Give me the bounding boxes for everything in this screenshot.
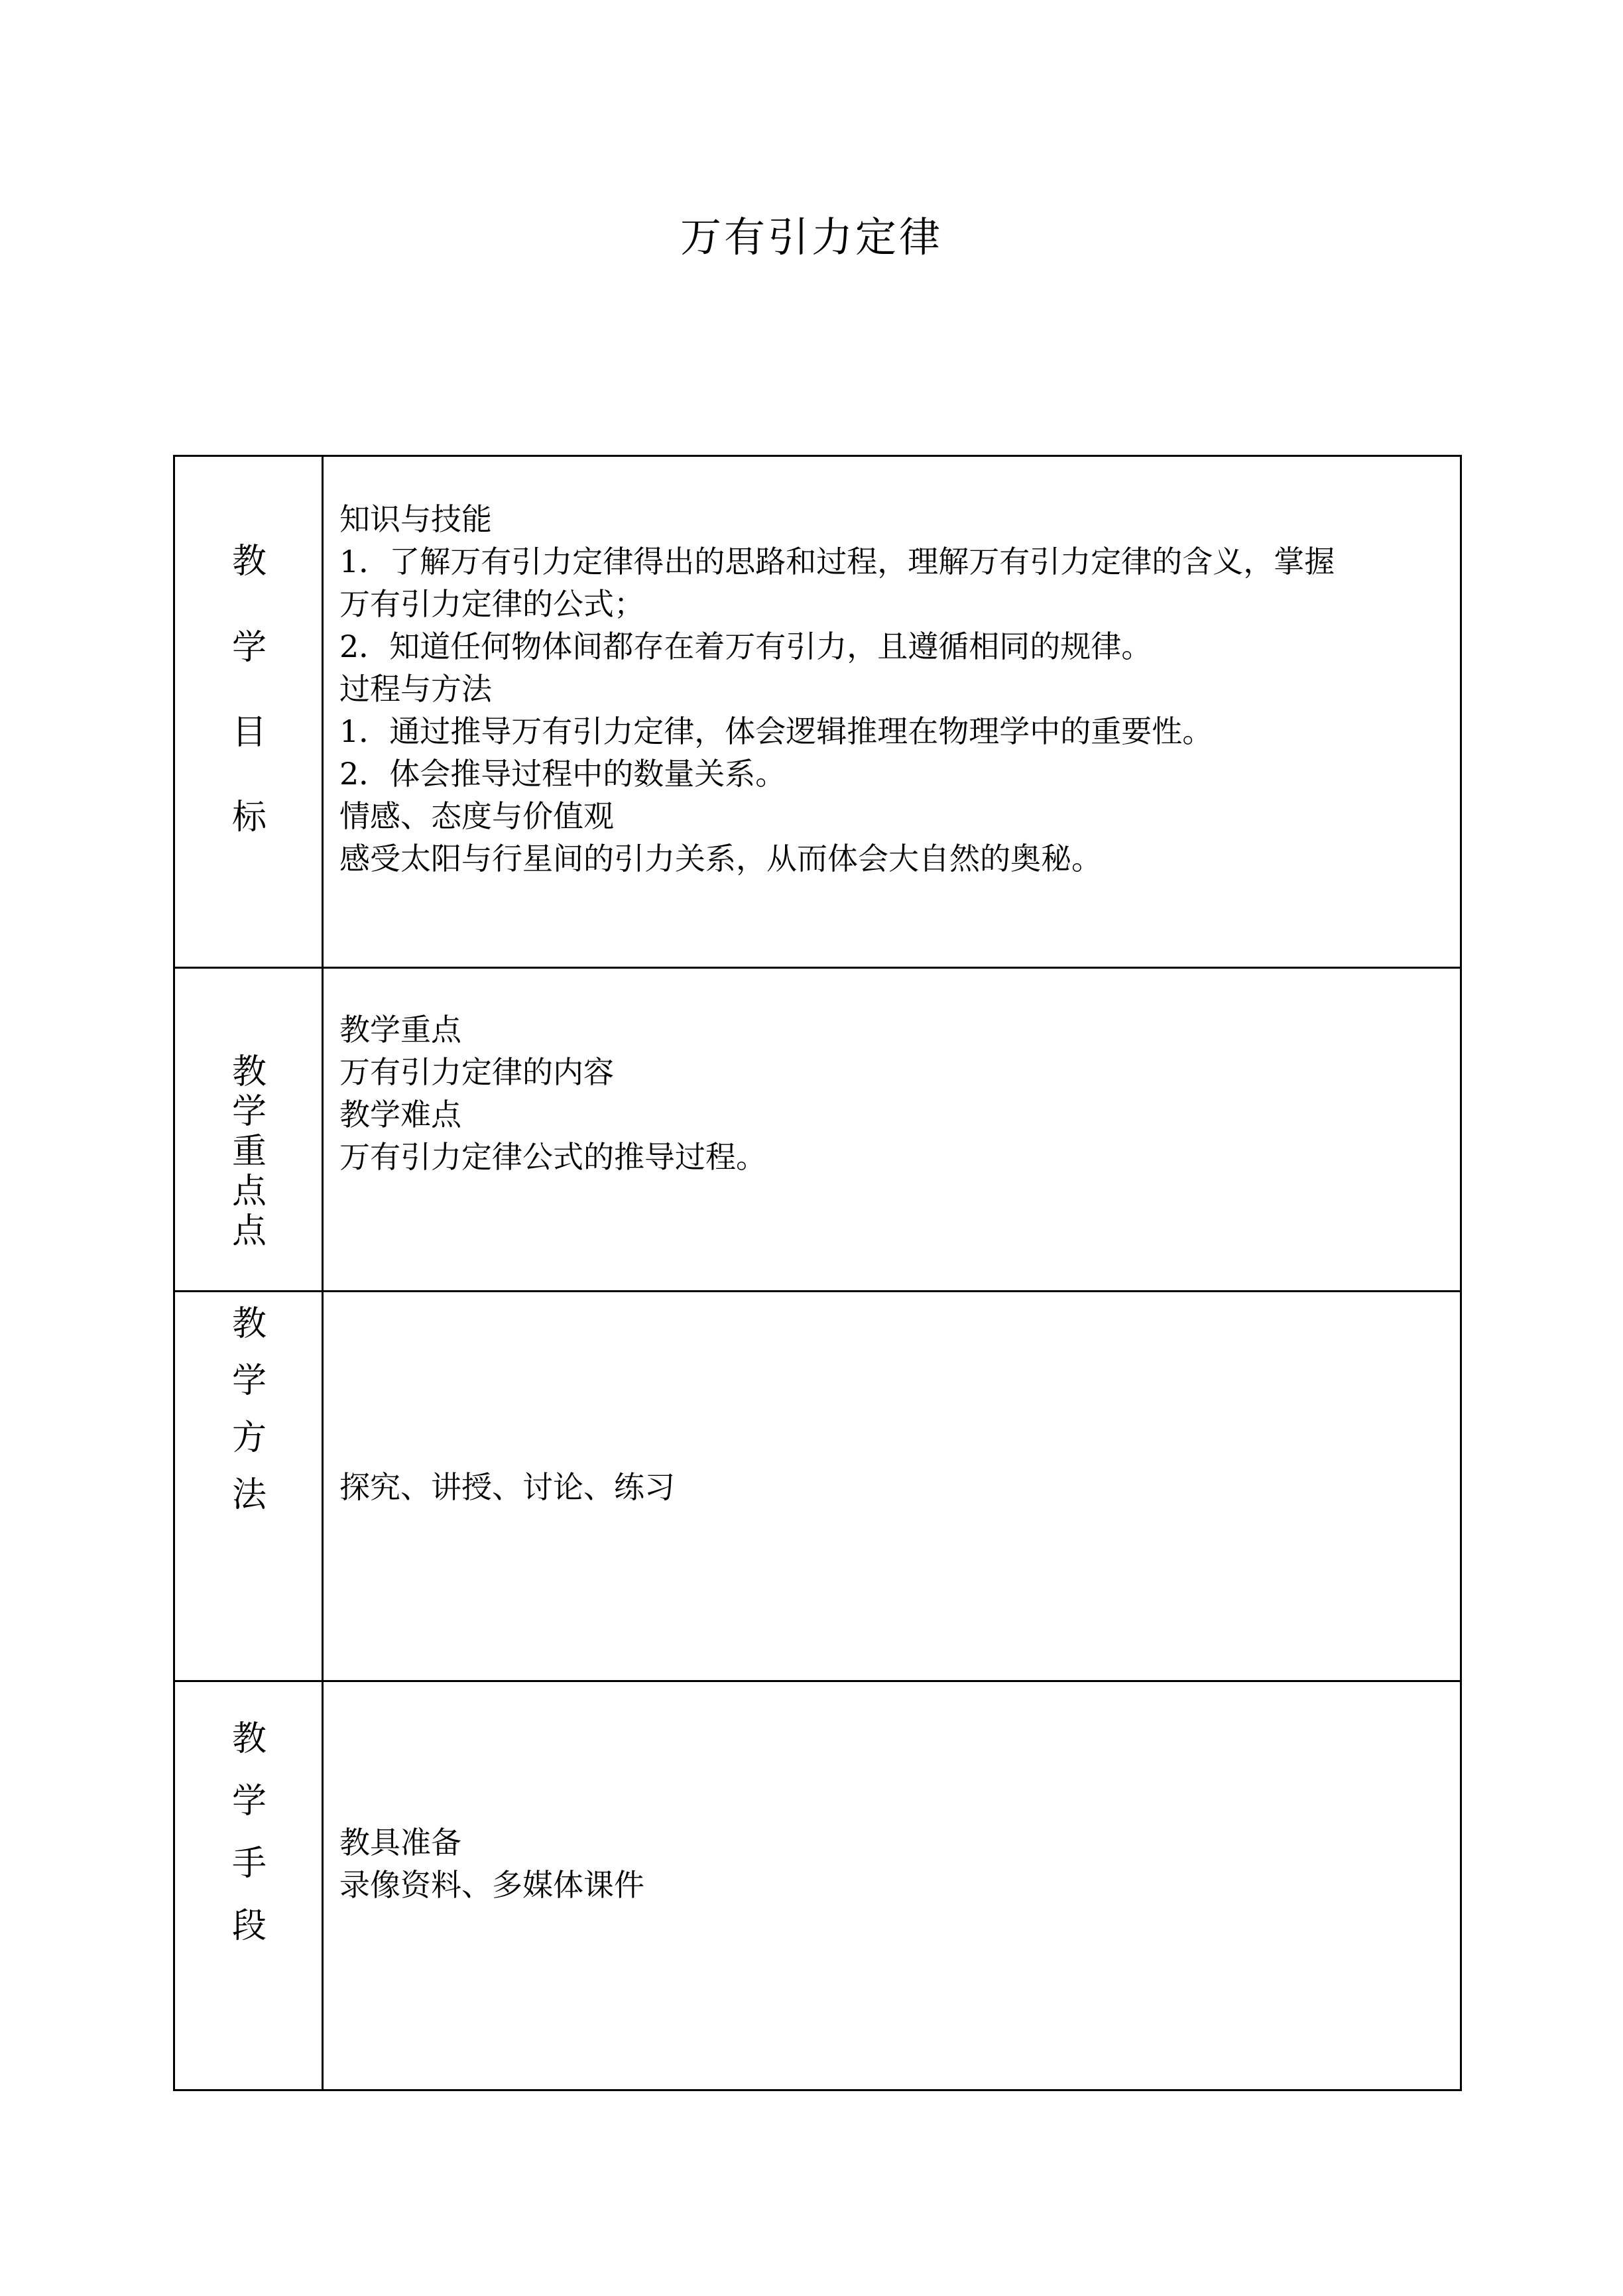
label-char: 法: [231, 1475, 267, 1515]
text-line: 1．通过推导万有引力定律，体会逻辑推理在物理学中的重要性。: [339, 713, 1213, 749]
label-char: 学: [231, 1092, 267, 1132]
table-row-means: [174, 1681, 1461, 2090]
row-content-methods: [323, 1292, 1461, 1681]
label-char: 教: [231, 1304, 267, 1344]
text-line: 1．了解万有引力定律得出的思路和过程，理解万有引力定律的含义，掌握: [339, 544, 1335, 579]
row-label-methods: [174, 1292, 323, 1681]
text-line: 探究、讲授、讨论、练习: [339, 1469, 675, 1505]
table-row-key-points: [174, 968, 1461, 1292]
text-line: 万有引力定律公式的推导过程。: [339, 1139, 766, 1175]
label-char: 教: [231, 542, 267, 581]
row-content-means: [323, 1681, 1461, 2090]
lesson-plan-table: [173, 455, 1462, 2091]
row-label-means: [174, 1681, 323, 2090]
text-line: 教学难点: [339, 1097, 461, 1132]
text-line: 教具准备: [339, 1825, 461, 1860]
label-char: 方: [231, 1418, 267, 1458]
text-line: 万有引力定律的内容: [339, 1054, 614, 1090]
label-char: 教: [231, 1719, 267, 1759]
text-line: 知识与技能: [339, 501, 492, 537]
label-char: 学: [231, 1782, 267, 1821]
text-line: 情感、态度与价值观: [339, 798, 614, 834]
page-title: 万有引力定律: [680, 213, 943, 261]
label-char: 点: [231, 1172, 267, 1211]
text-line: 录像资料、多媒体课件: [339, 1867, 644, 1903]
text-line: 过程与方法: [339, 671, 492, 707]
label-char: 教: [231, 1052, 267, 1092]
row-label-objectives: [174, 456, 323, 968]
label-char: 点: [231, 1211, 267, 1251]
row-label-key-points: [174, 968, 323, 1292]
label-char: 学: [231, 628, 267, 668]
text-line: 万有引力定律的公式；: [339, 586, 644, 622]
label-char: 段: [231, 1906, 267, 1946]
text-line: 教学重点: [339, 1012, 461, 1048]
text-line: 2．知道任何物体间都存在着万有引力，且遵循相同的规律。: [339, 629, 1152, 664]
text-line: 2．体会推导过程中的数量关系。: [339, 756, 786, 792]
label-char: 学: [231, 1361, 267, 1401]
text-line: 感受太阳与行星间的引力关系，从而体会大自然的奥秘。: [339, 841, 1102, 876]
label-char: 手: [231, 1844, 267, 1884]
label-char: 标: [231, 798, 267, 837]
row-content-key-points: [323, 968, 1461, 1292]
label-char: 重: [231, 1132, 267, 1172]
table-row-objectives: [174, 456, 1461, 968]
label-char: 目: [231, 713, 267, 753]
table-row-methods: [174, 1292, 1461, 1681]
row-content-objectives: [323, 456, 1461, 968]
